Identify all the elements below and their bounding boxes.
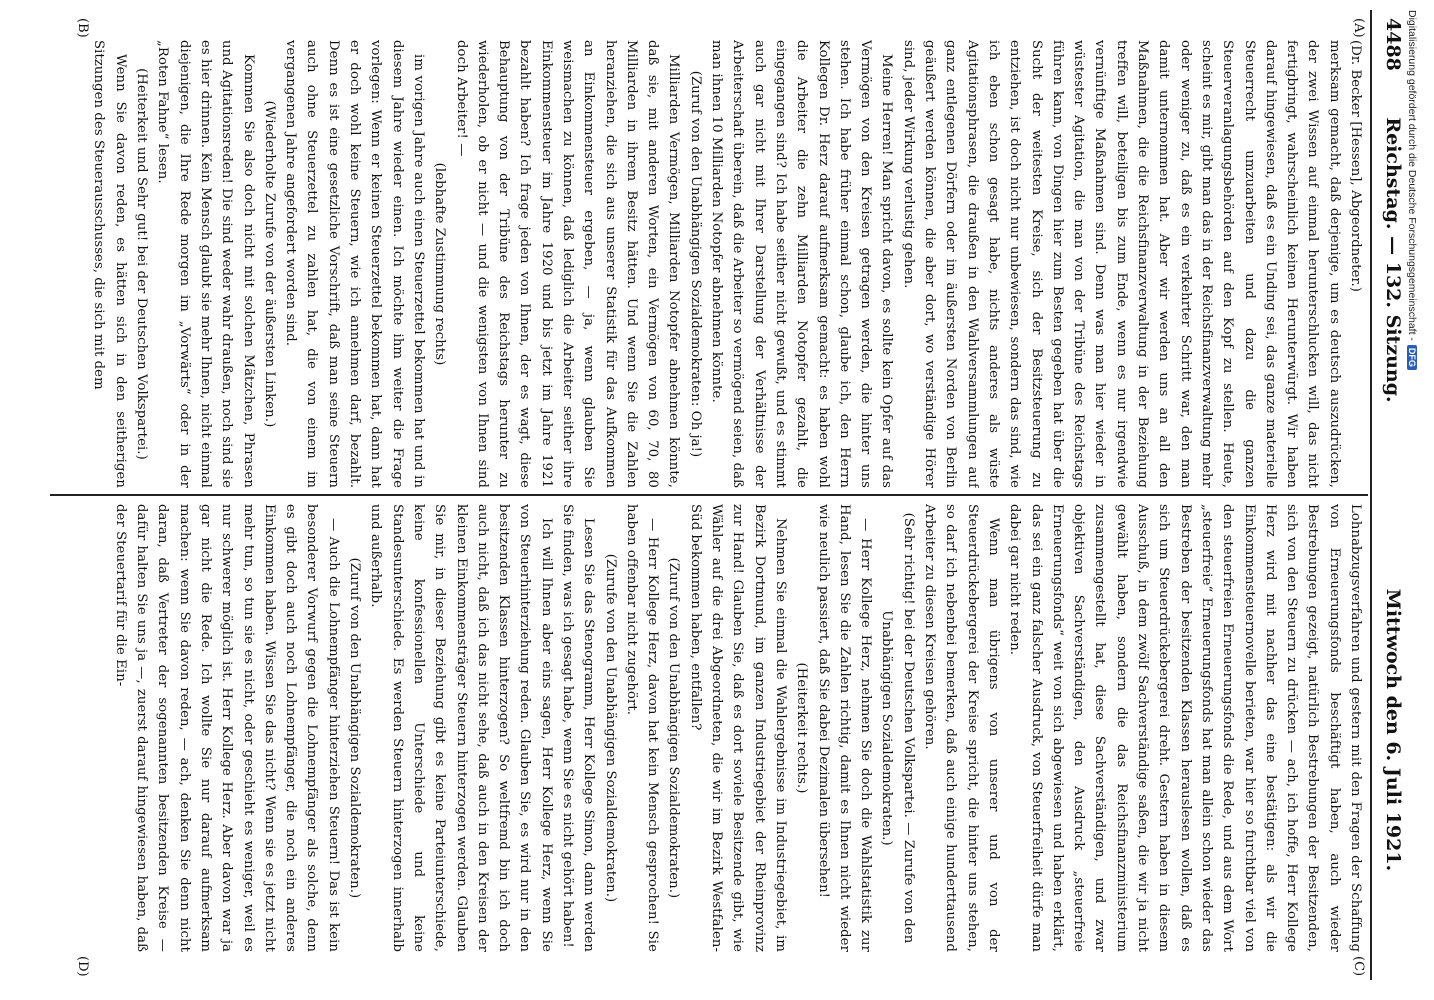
page-header: [1376, 10, 1410, 980]
paragraph: Kommen Sie also doch nicht mit solchen Mätzchen, Phrasen und Agitationsreden! Die sind weder wahr draußen, noch sind sie es hier drinnen. Kein Mensch glaubt sie mehr Ihnen, nicht einmal diejenigen, die Ihre Rede morgen im „Vorwärts“ oder in der „Roten Fahne“ lesen.: [155, 40, 256, 488]
paragraph: Milliarden Vermögen, Milliarden Notopfer abnehmen könnte, daß sie, mit anderen Worten, ein Vermögen von 60, 70, 80 Milliarden in ihrem Besitz hätten. Und wenn Sie die Zahlen heranziehen, die sich aus unserer Statistik für das Aufkommen an Einkommensteuer ergeben, — ja, wenn glauben Sie weismachen zu können, daß lediglich die Arbeiter seither ihre Einkommensteuer im Jahre 1920 und bis jetzt im Jahre 1921 bezahlt haben? Ich frage jeden von Ihnen, der es wagt, diese Behauptung von der Tribüne des Reichstags herunter zu wiederholen, ob er nicht — und die wenigsten von Ihnen sind doch Arbeiter! —: [453, 40, 682, 488]
right-text-column: [46, 504, 1366, 952]
paragraph: Wenn man übrigens von unserer und von der Steuerdrückebergerei der Kreise spricht, die hinter uns stehen, so darf ich nebenbei bemerken, daß auch einige hunderttausend Arbeiter zu diesen Kreisen gehören.: [922, 504, 1001, 952]
page-number: 4488: [1382, 18, 1404, 71]
paragraph: Lohnabzugsverfahren und gestern mit den Fragen der Schaffung von Erneuerungsfonds beschäftigt haben, auch wieder Bestrebungen gezeigt, natürlich Bestrebungen der Besitzenden, sich von den Steuern zu drücken — ach, ich hoffe, Herr Kollege Herz wird mit nachher das eine bestätigen: als wir die Einkommensteuernovelle berieten, war hier so furchtbar viel von den steuerfreien Erneuerungsfonds die Rede, und aus dem Wort „steuerfreie“ Erneuerungsfonds hat man allein schon wieder das Bestreben der besitzenden Klassen herauslesen wollen, daß es sich um Steuerdrückebergerei dreht. Gestern haben in diesem Ausschuß, in dem zwölf Sachverständige saßen, die wir ja nicht gewählt haben, sondern die das Reichsfinanzministerium zusammengestellt hat, diese Sachverständigen, und zwar objektiven Sachverständigen, den Ausdruck „steuerfreie Erneuerungsfonds“ weit von sich abgewiesen und haben erklärt, das sei ein ganz falscher Ausdruck, von Steuerfreiheit dürfe man dabei gar nicht reden.: [1007, 504, 1363, 952]
interjection: (Zuruf von den Unabhängigen Sozialdemokraten.): [666, 557, 682, 899]
header-rule: [1371, 10, 1373, 980]
margin-marker-d: (D): [75, 956, 90, 977]
interjection: (lebhafte Zustimmung rechts): [432, 162, 448, 366]
digitization-credit: [1406, 10, 1418, 990]
session-date: Mittwoch den 6. Juli 1921.: [1382, 588, 1404, 872]
paragraph: Nehmen Sie einmal die Wahlergebnisse im Industriegebiet, im Bezirk Dortmund, im ganzen Industriegebiet der Rheinprovinz zur Hand! Glauben Sie, daß es dort soviele Besitzende gibt, wie Wähler auf die drei Abgeordneten, die wir im Bezirk Westfalen-Süd bekommen haben, entfallen?: [687, 504, 788, 952]
paragraph: Lesen Sie das Stenogramm, Herr Kollege Simon, dann werden Sie finden, was ich gesagt habe, wenn Sie es nicht gehört haben!: [560, 504, 597, 952]
paragraph: — Herr Kollege Herz, nehmen Sie doch die Wahlstatistik zur Hand, lesen Sie die Zahlen richtig, damit es Ihnen nicht wieder wie neulich passiert, daß Sie dabei Dezimalen übersehen!: [815, 504, 874, 952]
digitization-credit-text: Digitalisierung gefördert durch die Deutsche Forschungsgemeinschaft -: [1406, 10, 1418, 341]
paragraph: Ich will Ihnen aber eins sagen, Herr Kollege Herz, wenn Sie von Steuerhinterziehung reden. Glauben Sie, es wird nur in den besitzenden Klassen hinterzogen? So weltfremd bin ich doch auch nicht, daß ich das nicht sehe, daß auch in den Kreisen der kleinen Einkommensträger Steuern hinterzogen werden. Glauben Sie mir, in dieser Beziehung gibt es keine Parteiunterschiede, keine konfessionellen Unterschiede und keine Standesunterschiede. Es werden Steuern hinterzogen innerhalb und außerhalb.: [368, 504, 554, 952]
interjection: (Wiederholte Zurufe von der äußersten Linken.): [261, 100, 277, 428]
paragraph: Meine Herren! Man spricht davon, es sollte kein Opfer auf das Vermögen von den Kreisen getragen werden, die hinter uns stehen. Ich habe früher einmal schon, glaube ich, den Herrn Kollegen Dr. Herz darauf aufmerksam gemacht: es haben wohl die Arbeiter die zehn Milliarden Notopfer gezahlt, die eingegangen sind? Ich habe seither nicht gewußt, und es stimmt auch gar nicht mit Ihrer Darstellung der Verhältnisse der Arbeiterschaft überein, daß die Arbeiter so vermögend seien, daß man ihnen 10 Milliarden Notopfer abnehmen könnte.: [709, 40, 895, 488]
margin-marker-c: (C): [1351, 956, 1366, 977]
interjection: (Heiterkeit rechts.): [794, 662, 810, 794]
interjection: (Zuruf von den Unabhängigen Sozialdemokraten: Oh ja!): [687, 70, 703, 458]
paragraph: (Dr. Becker [Hessen], Abgeordneter.): [1348, 40, 1363, 293]
interjection: (Zurufe von den Unabhängigen Sozialdemokraten.): [602, 553, 618, 903]
interjection: (Sehr richtig! bei der Deutschen Volkspartei. — Zurufe von den Unabhängigen Sozialdemokraten.): [879, 512, 916, 944]
interjection: (Heiterkeit und Sehr gut! bei der Deutschen Volkspartei.): [134, 68, 150, 460]
paragraph: — Herr Kollege Herz, davon hat kein Mensch gesprochen! Sie haben offenbar nicht zugehört.: [623, 504, 661, 952]
paragraph: — Auch die Lohnempfänger hinterziehen Steuern! Das ist kein besonderer Vorwurf gegen die Lohnempfänger als solche, denn es gibt doch auch noch Lohnempfänger, die noch ein anderes Einkommen haben. Wissen Sie das nicht? Wenn sie es jetzt nicht mehr tun, so tun sie es nicht, oder geschieht es weniger, weil es nur schwerer möglich ist. Herr Kollege Herz. Aber davon war ja gar nicht die Rede. Ich wollte Sie nur darauf aufmerksam machen: wenn Sie davon reden, — ach, denken Sie denn nicht daran, daß Vertreter der sogenannten besitzenden Kreise — dafür halten Sie uns ja —, zuerst darauf hingewiesen haben, daß der Steuertarif für die Ein-: [112, 504, 341, 952]
rotated-page: [30, 10, 1410, 980]
margin-marker-b: (B): [75, 18, 90, 38]
interjection: (Zuruf von den Unabhängigen Sozialdemokraten.): [347, 557, 363, 899]
margin-marker-a: (A): [1351, 18, 1366, 38]
paragraph: Wenn Sie davon reden, es hätten sich in den seitherigen Sitzungen des Steuerausschusses, die sich mit dem: [91, 40, 128, 488]
column-divider: [50, 494, 1368, 496]
left-text-column: [46, 40, 1366, 488]
dfg-logo: DFG: [1407, 345, 1417, 370]
paragraph: im vorigen Jahre auch einen Steuerzettel bekommen hat und in diesem Jahre wieder einen. Ich möchte ihm weiter die Frage vorlegen: Wenn er keinen Steuerzettel bekommen hat, dann hat er doch wohl keine Steuern, wie ich annehmen darf, bezahlt. Denn es ist eine gesetzliche Vorschrift, daß man seine Steuern auch ohne Steuerzettel zu zahlen hat, die von einem im vergangenen Jahre angefordert worden sind.: [283, 40, 426, 488]
session-title: Reichstag. — 132. Sitzung.: [1382, 117, 1404, 403]
paragraph: merksam gemacht, daß derjenige, um es deutsch auszudrücken, der zwei Wissen auf einmal herunterschlucken will, das nicht fertigbringt, wahrscheinlich keinen Herunterwürgt. Wir haben darauf hingewiesen, daß es ein Unding sei, das ganze materielle Steuerrecht umzuarbeiten und dazu die ganzen Steuerveranlagungsbehörden auf den Kopf zu stellen. Heute, scheint es mir, gibt man das in der Reichsfinanzverwaltung mehr oder weniger zu, daß es ein verkehrter Schritt war, den man damit unternommen hat. Aber wir werden uns an all den Maßnahmen, die die Reichsfinanzverwaltung in der Beziehung treffen will, beteiligen bis zum Ende, wenn es nur irgendwie vernünftige Maßnahmen sind. Denn was man hier wieder in wüstester Agitation, die man von der Tribüne des Reichstags führen kann, von Dingen hier zum Besten gegeben hat über die Sucht der weitesten Kreise, sich der Besitzsteuerung zu entziehen, ist doch nicht nur unbewiesen, sondern das sind, wie ich eben schon gesagt habe, nichts anderes als wüste Agitationsphrasen, die draußen in den Wahlversammlungen auf ganz entlegenen Dörfern oder im äußersten Norden von Berlin geäußert werden können, die aber dort, wo verständige Hörer sind, jeder Wirkung verlustig gehen.: [900, 40, 1342, 488]
